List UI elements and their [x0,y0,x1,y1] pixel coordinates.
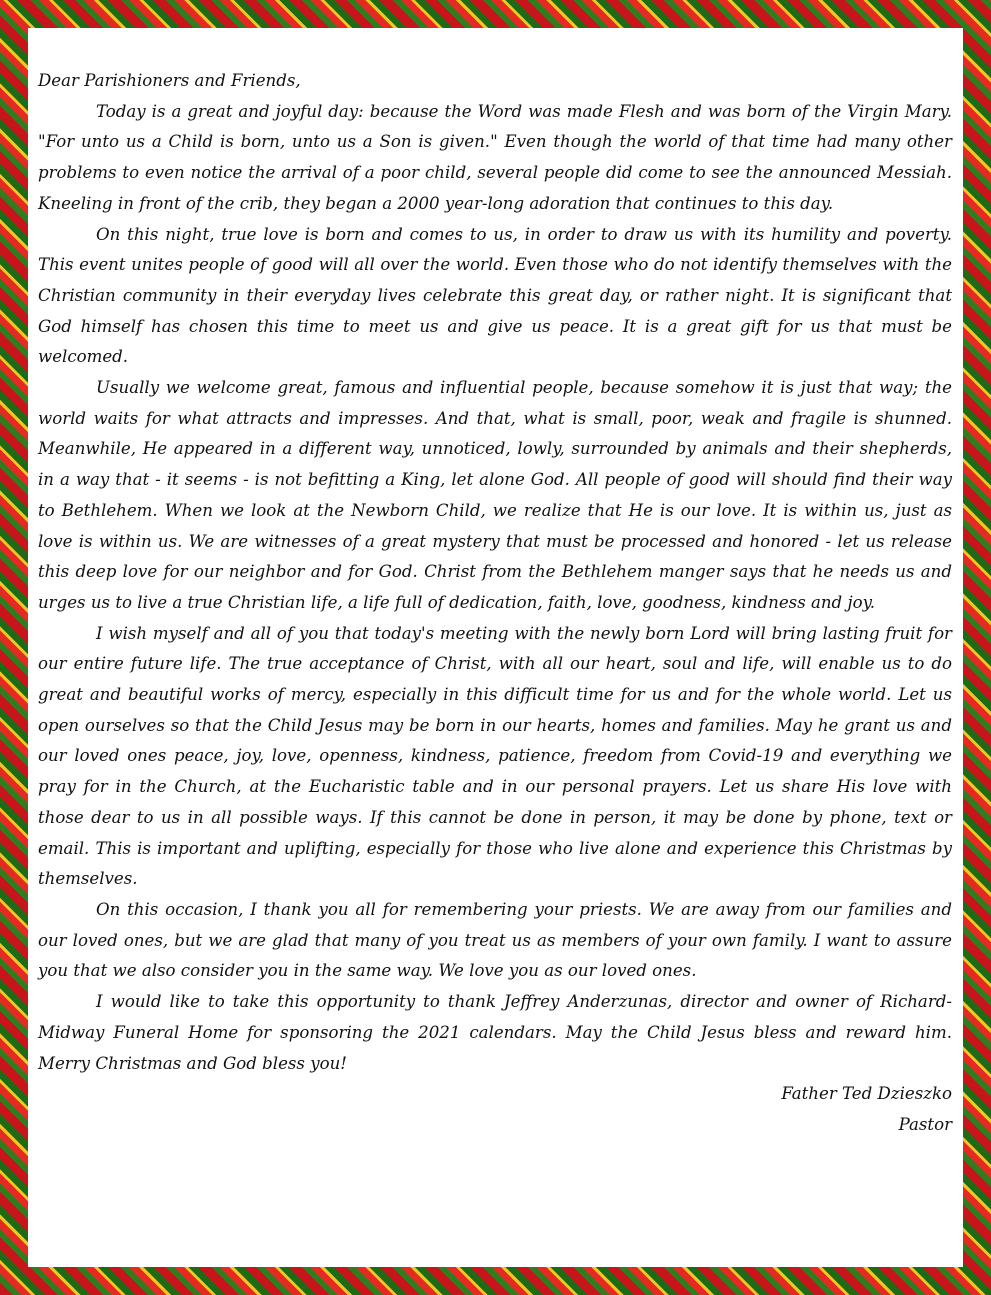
letter-paragraph: I wish myself and all of you that today's meeting with the newly born Lord will bring lasting fruit for our entire future life. The true acceptance of Christ, with all our heart, soul and life, will enable us to do great and beautiful works of mercy, especially in this difficult time for us and for the whole world. Let us open ourselves so that the Child Jesus may be born in our hearts, homes and families. May he grant us and our loved ones peace, joy, love, openness, kindness, patience, freedom from Covid-19 and everything we pray for in the Church, at the Eucharistic table and in our personal prayers. Let us share His love with those dear to us in all possible ways. If this cannot be done in person, it may be done by phone, text or email. This is important and uplifting, especially for those who live alone and experience this Christmas by themselves. [38,623,952,889]
salutation: Dear Parishioners and Friends, [38,71,301,90]
signature-title: Pastor [898,1114,952,1134]
letter-paragraph: On this night, true love is born and comes to us, in order to draw us with its humility and poverty. This event unites people of good will all over the world. Even those who do not identify themselves with the Christian community in their everyday lives celebrate this great day, or rather night. It is significant that God himself has chosen this time to meet us and give us peace. It is a great gift for us that must be welcomed. [38,224,952,367]
pastor-letter [38,66,952,1141]
signature-name: Father Ted Dzieszko [781,1084,952,1104]
letter-paragraph: On this occasion, I thank you all for remembering your priests. We are away from our families and our loved ones, but we are glad that many of you treat us as members of your own family. I want to assure you that we also consider you in the same way. We love you as our loved ones. [38,899,952,981]
letter-paragraph: I would like to take this opportunity to thank Jeffrey Anderzunas, director and owner of Richard-Midway Funeral Home for sponsoring the 2021 calendars. May the Child Jesus bless and reward him. Merry Christmas and God bless you! [38,992,952,1073]
letter-paragraph: Today is a great and joyful day: because the Word was made Flesh and was born of the Virgin Mary. "For unto us a Child is born, unto us a Son is given." Even though the world of that time had many other problems to even notice the arrival of a poor child, several people did come to see the announced Messiah. Kneeling in front of the crib, they began a 2000 year-long adoration that continues to this day. [38,101,952,213]
letter-paragraph: Usually we welcome great, famous and influential people, because somehow it is just that way; the world waits for what attracts and impresses. And that, what is small, poor, weak and fragile is shunned. Meanwhile, He appeared in a different way, unnoticed, lowly, surrounded by animals and their shepherds, in a way that - it seems - is not befitting a King, let alone God. All people of good will should find their way to Bethlehem. When we look at the Newborn Child, we realize that He is our love. It is within us, just as love is within us. We are witnesses of a great mystery that must be processed and honored - let us release this deep love for our neighbor and for God. Christ from the Bethlehem manger says that he needs us and urges us to live a true Christian life, a life full of dedication, faith, love, goodness, kindness and joy. [38,378,952,612]
